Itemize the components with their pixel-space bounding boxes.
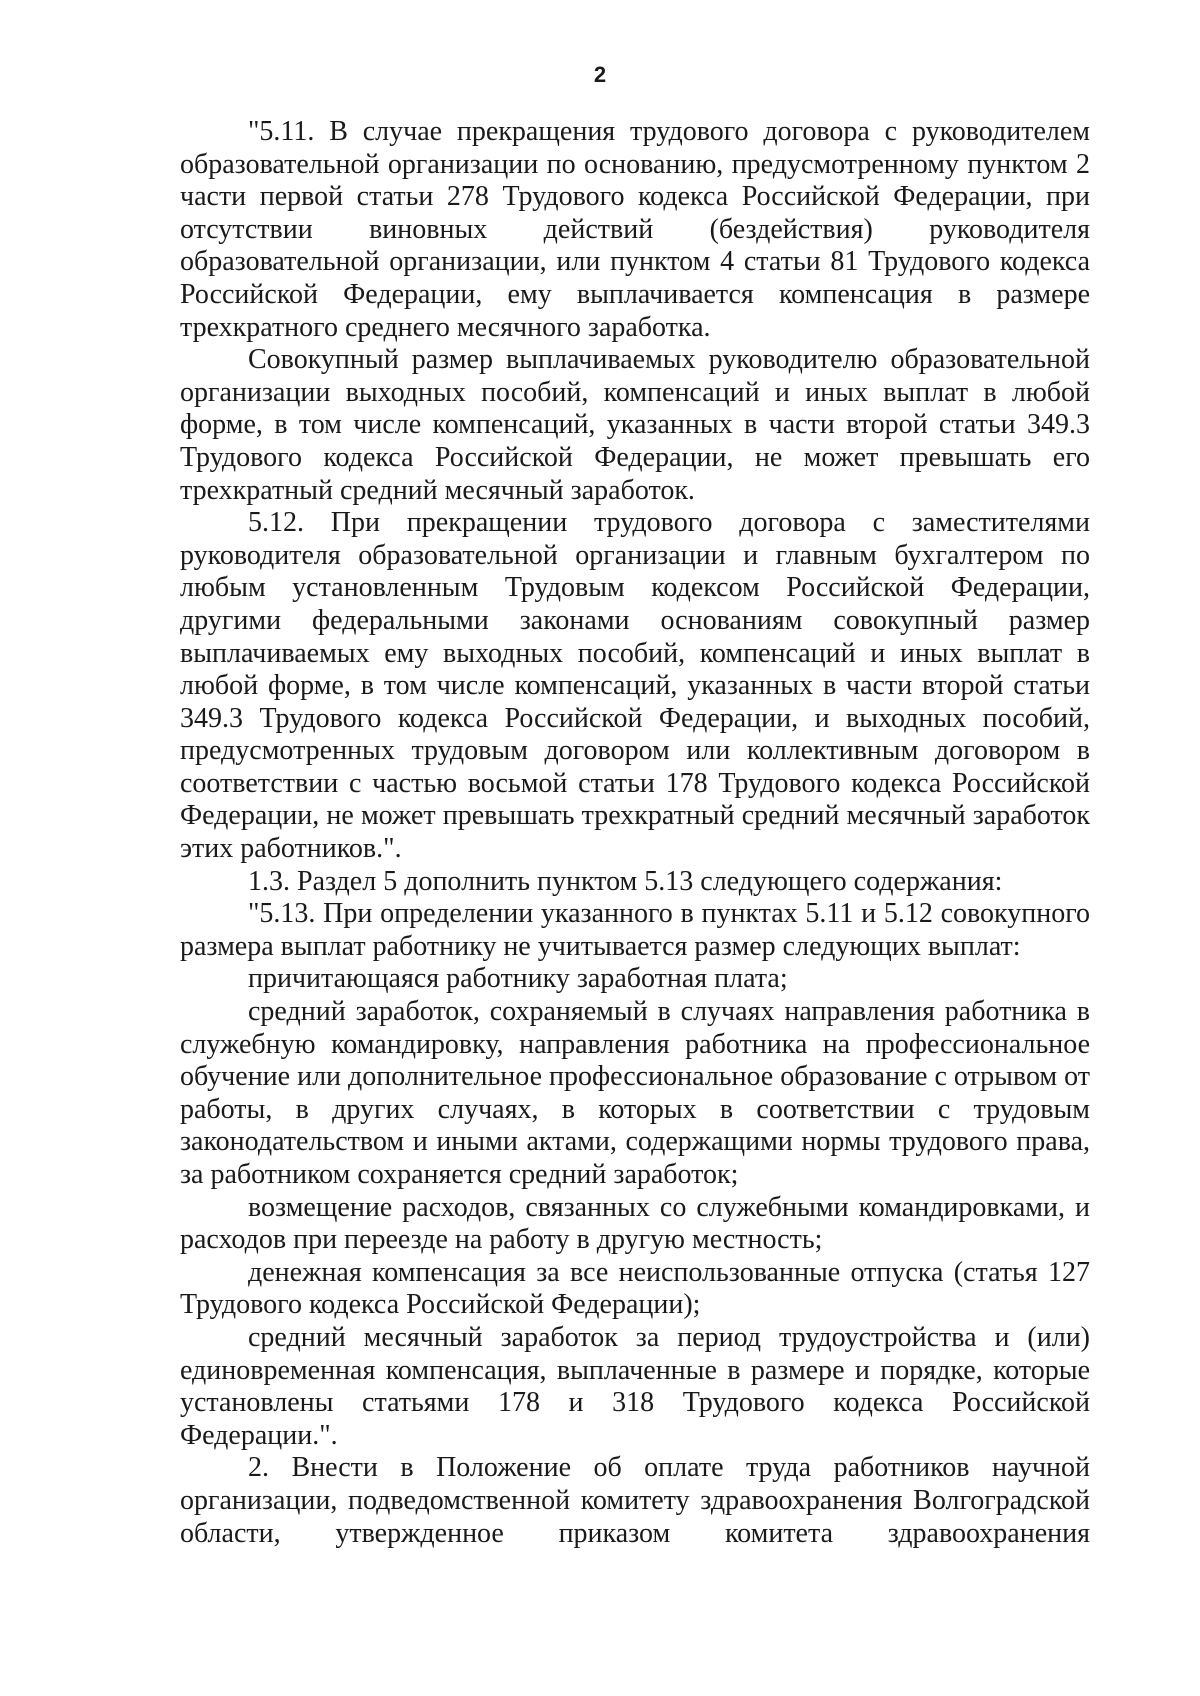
list-item-average-earnings: средний заработок, сохраняемый в случаях направления работника в служебную командировку, направления работника на профессиональное обучение или дополнительное профессиональное образование с отрывом от работы, в других случаях, в которых в соответствии с трудовым законодательством и иными актами, содержащими нормы трудового права, за работником сохраняется средний заработок; bbox=[180, 996, 1091, 1190]
list-item-salary: причитающаяся работнику заработная плата; bbox=[248, 963, 788, 995]
paragraph-1-3: 1.3. Раздел 5 дополнить пунктом 5.13 следующего содержания: bbox=[248, 865, 1003, 897]
paragraph-5-11: "5.11. В случае прекращения трудового договора с руководителем образовательной организации по основанию, предусмотренному пунктом 2 части первой статьи 278 Трудового кодекса Российской Федерации, при отсутствии виновных действий (бездействия) руководителя образовательной организации, или пунктом 4 статьи 81 Трудового кодекса Российской Федерации, ему выплачивается компенсация в размере трехкратного среднего месячного заработка. bbox=[180, 116, 1090, 343]
list-item-expenses: возмещение расходов, связанных со служебными командировками, и расходов при переезде на работу в другую местность; bbox=[180, 1191, 1090, 1256]
paragraph-2: 2. Внести в Положение об оплате труда работников научной организации, подведомственной комитету здравоохранения Волгоградской области, утвержденное приказом комитета здравоохранения bbox=[180, 1452, 1090, 1549]
paragraph-5-13: "5.13. При определении указанного в пунктах 5.11 и 5.12 совокупного размера выплат работнику не учитывается размер следующих выплат: bbox=[180, 898, 1090, 962]
paragraph-total-payments: Совокупный размер выплачиваемых руководителю образовательной организации выходных пособий, компенсаций и иных выплат в любой форме, в том числе компенсаций, указанных в части второй статьи 349.3 Трудового кодекса Российской Федерации, не может превышать его трехкратный средний месячный заработок. bbox=[180, 344, 1090, 506]
page-number: 2 bbox=[593, 62, 607, 87]
document-body bbox=[180, 116, 1090, 1550]
list-item-employment-period: средний месячный заработок за период трудоустройства и (или) единовременная компенсация, выплаченные в размере и порядке, которые установлены статьями 178 и 318 Трудового кодекса Российской Федерации.". bbox=[180, 1321, 1090, 1451]
list-item-vacation-compensation: денежная компенсация за все неиспользованные отпуска (статья 127 Трудового кодекса Российской Федерации); bbox=[180, 1256, 1090, 1321]
paragraph-5-12: 5.12. При прекращении трудового договора с заместителями руководителя образовательной организации и главным бухгалтером по любым установленным Трудовым кодексом Российской Федерации, другими федеральными законами основаниям совокупный размер выплачиваемых ему выходных пособий, компенсаций и иных выплат в любой форме, в том числе компенсаций, указанных в части второй статьи 349.3 Трудового кодекса Российской Федерации, и выходных пособий, предусмотренных трудовым договором или коллективным договором в соответствии с частью восьмой статьи 178 Трудового кодекса Российской Федерации, не может превышать трехкратный средний месячный заработок этих работников.". bbox=[180, 507, 1090, 865]
